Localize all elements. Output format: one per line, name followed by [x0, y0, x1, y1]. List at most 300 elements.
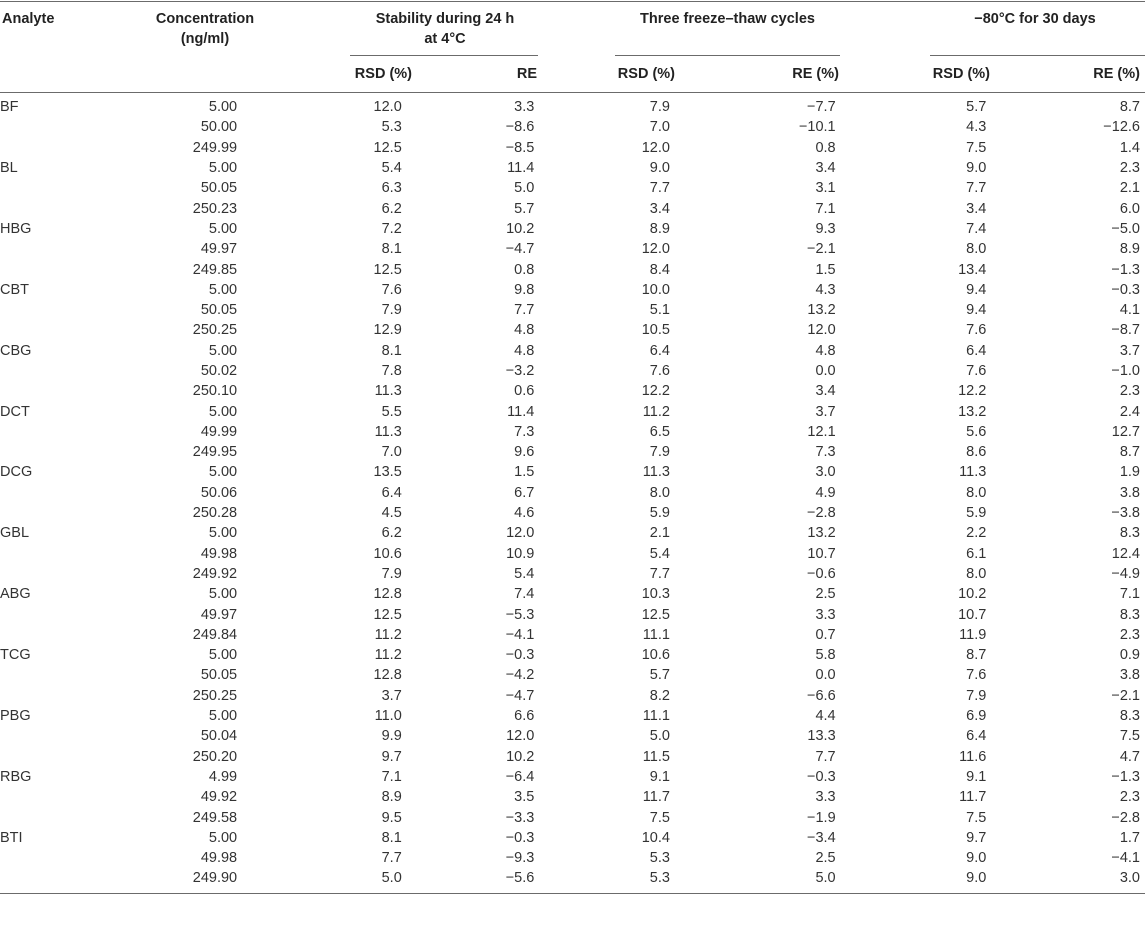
analyte-cell [0, 544, 131, 564]
value-cell: 7.1 [1119, 586, 1140, 603]
group-rule-stability [350, 55, 538, 56]
value-cell: 5.00 [208, 160, 238, 177]
value-cell: 3.3 [815, 606, 836, 623]
value-cell: 2.1 [1119, 180, 1140, 197]
value-cell: 7.9 [649, 99, 670, 116]
value-cell: 6.2 [381, 525, 402, 542]
analyte-cell [0, 807, 131, 827]
value-cell: 7.1 [381, 768, 402, 785]
bottom-rule [0, 893, 1145, 894]
value-cell: 3.4 [815, 383, 836, 400]
value-cell: 5.4 [514, 565, 535, 582]
value-cell: 7.7 [649, 565, 670, 582]
value-cell: −1.3 [1111, 768, 1140, 785]
data-table [0, 97, 1145, 889]
value-cell: 11.3 [959, 464, 987, 481]
table-row [0, 706, 1145, 726]
value-cell: −7.7 [807, 99, 836, 116]
value-cell: 12.0 [807, 322, 836, 339]
value-cell: 12.0 [641, 139, 670, 156]
value-cell: 6.1 [966, 545, 987, 562]
value-cell: 8.1 [381, 829, 402, 846]
value-cell: 9.4 [966, 281, 987, 298]
value-cell: 7.9 [381, 302, 402, 319]
table-row [0, 604, 1145, 624]
value-cell: 3.4 [966, 200, 987, 217]
value-cell: −3.3 [505, 809, 535, 826]
value-cell: 10.7 [807, 545, 836, 562]
value-cell: 12.5 [373, 139, 402, 156]
subheader-re-1: RE [516, 66, 537, 82]
analyte-cell: BF [0, 99, 19, 116]
value-cell: 11.3 [374, 423, 402, 440]
value-cell: −5.3 [505, 606, 535, 623]
value-cell: 10.4 [641, 829, 670, 846]
table-row [0, 401, 1145, 421]
value-cell: −9.3 [505, 850, 535, 867]
value-cell: 3.3 [815, 789, 836, 806]
value-cell: 50.05 [200, 302, 238, 319]
value-cell: 49.97 [200, 606, 238, 623]
analyte-cell: RBG [0, 768, 32, 785]
table-row [0, 767, 1145, 787]
value-cell: 4.8 [514, 342, 535, 359]
table-row [0, 381, 1145, 401]
value-cell: −4.7 [505, 687, 535, 704]
value-cell: 5.3 [381, 119, 402, 136]
value-cell: −2.8 [807, 505, 836, 522]
value-cell: −10.1 [798, 119, 836, 136]
value-cell: 7.7 [514, 302, 535, 319]
table-row [0, 341, 1145, 361]
value-cell: 4.7 [1119, 748, 1140, 765]
value-cell: 8.2 [649, 687, 670, 704]
table-row [0, 645, 1145, 665]
value-cell: 5.00 [208, 99, 238, 116]
analyte-cell: HBG [0, 220, 32, 237]
table-row [0, 625, 1145, 645]
value-cell: 0.6 [514, 383, 535, 400]
value-cell: 12.0 [506, 728, 535, 745]
value-cell: 4.9 [815, 484, 836, 501]
analyte-cell [0, 848, 131, 868]
value-cell: 5.7 [514, 200, 535, 217]
value-cell: 7.6 [381, 281, 402, 298]
value-cell: 3.4 [649, 200, 670, 217]
value-cell: 7.0 [381, 444, 402, 461]
analyte-cell: TCG [0, 647, 31, 664]
value-cell: 10.3 [641, 586, 670, 603]
value-cell: 8.1 [381, 241, 402, 258]
table-row [0, 117, 1145, 137]
value-cell: −8.7 [1111, 322, 1140, 339]
value-cell: 4.99 [208, 768, 238, 785]
value-cell: 8.0 [649, 484, 670, 501]
value-cell: 3.0 [1119, 870, 1140, 887]
value-cell: 7.7 [815, 748, 836, 765]
value-cell: 5.00 [208, 281, 238, 298]
value-cell: −2.1 [807, 241, 836, 258]
analyte-cell: PBG [0, 708, 31, 725]
analyte-cell [0, 117, 131, 137]
analyte-cell: BL [0, 160, 18, 177]
value-cell: 9.1 [649, 768, 670, 785]
value-cell: 7.3 [815, 444, 836, 461]
value-cell: 10.6 [641, 647, 670, 664]
value-cell: 3.3 [514, 99, 535, 116]
value-cell: 249.95 [192, 444, 238, 461]
value-cell: 1.5 [815, 261, 836, 278]
value-cell: 7.6 [649, 363, 670, 379]
table-row [0, 848, 1145, 868]
header-group-freeze-thaw: Three freeze–thaw cycles [640, 11, 815, 27]
value-cell: −0.6 [807, 565, 836, 582]
analyte-cell: CBG [0, 342, 32, 359]
value-cell: 6.5 [649, 423, 670, 440]
value-cell: 2.5 [815, 586, 836, 603]
value-cell: −3.2 [505, 363, 535, 379]
value-cell: 7.3 [514, 423, 535, 440]
value-cell: 8.7 [1119, 99, 1140, 116]
value-cell: 49.97 [200, 241, 238, 258]
table-row [0, 219, 1145, 239]
value-cell: 13.3 [807, 728, 836, 745]
value-cell: 1.5 [514, 464, 535, 481]
value-cell: 49.99 [200, 423, 238, 440]
value-cell: 9.0 [649, 160, 670, 177]
value-cell: 13.2 [958, 403, 987, 420]
value-cell: 7.9 [966, 687, 987, 704]
value-cell: 8.9 [1119, 241, 1140, 258]
value-cell: 9.0 [966, 870, 987, 887]
value-cell: 7.6 [966, 363, 987, 379]
value-cell: 7.7 [381, 850, 402, 867]
value-cell: 5.7 [966, 99, 987, 116]
table-row [0, 686, 1145, 706]
value-cell: 249.92 [192, 565, 238, 582]
value-cell: 7.0 [649, 119, 670, 136]
value-cell: 5.1 [649, 302, 670, 319]
value-cell: 4.6 [514, 505, 535, 522]
analyte-cell [0, 564, 131, 584]
value-cell: 250.25 [192, 322, 238, 339]
value-cell: 250.10 [192, 383, 238, 400]
table-row [0, 97, 1145, 117]
value-cell: 11.1 [642, 708, 670, 725]
table-row [0, 807, 1145, 827]
table-row [0, 158, 1145, 178]
value-cell: 3.4 [815, 160, 836, 177]
value-cell: 50.02 [200, 363, 238, 379]
value-cell: 11.2 [374, 647, 402, 664]
value-cell: 5.8 [815, 647, 836, 664]
value-cell: 50.05 [200, 667, 238, 684]
header-bottom-rule [0, 92, 1145, 93]
value-cell: 1.9 [1119, 464, 1140, 481]
value-cell: 7.4 [966, 220, 987, 237]
value-cell: 10.2 [506, 748, 535, 765]
value-cell: 0.9 [1119, 647, 1140, 664]
value-cell: 11.0 [374, 708, 402, 725]
table-row [0, 828, 1145, 848]
value-cell: 3.0 [815, 464, 836, 481]
value-cell: 7.8 [381, 363, 402, 379]
value-cell: 50.06 [200, 484, 238, 501]
value-cell: 9.7 [966, 829, 987, 846]
value-cell: 8.0 [966, 484, 987, 501]
value-cell: 13.5 [373, 464, 402, 481]
value-cell: 11.4 [507, 403, 535, 420]
value-cell: 5.00 [208, 586, 238, 603]
subheader-rsd-1: RSD (%) [354, 66, 412, 82]
analyte-cell [0, 868, 131, 888]
value-cell: 5.00 [208, 647, 238, 664]
table-row [0, 320, 1145, 340]
value-cell: 5.00 [208, 220, 238, 237]
analyte-cell [0, 361, 131, 381]
value-cell: 7.4 [514, 586, 535, 603]
value-cell: 7.2 [381, 220, 402, 237]
value-cell: 12.4 [1111, 545, 1140, 562]
value-cell: 50.05 [200, 180, 238, 197]
table-row [0, 787, 1145, 807]
value-cell: 7.6 [966, 322, 987, 339]
value-cell: 9.0 [966, 850, 987, 867]
value-cell: 6.7 [514, 484, 535, 501]
value-cell: 3.5 [514, 789, 535, 806]
analyte-cell [0, 747, 131, 767]
top-rule [0, 1, 1145, 2]
value-cell: 9.8 [514, 281, 535, 298]
subheader-re-3: RE (%) [1093, 66, 1140, 82]
group-rule-freeze-thaw [615, 55, 840, 56]
value-cell: 12.0 [373, 99, 402, 116]
value-cell: −0.3 [505, 829, 535, 846]
value-cell: 6.4 [381, 484, 402, 501]
value-cell: 2.3 [1119, 160, 1140, 177]
value-cell: 7.7 [649, 180, 670, 197]
value-cell: 6.2 [381, 200, 402, 217]
value-cell: −5.0 [1111, 220, 1140, 237]
value-cell: −5.6 [505, 870, 535, 887]
analyte-cell [0, 300, 131, 320]
value-cell: 5.0 [649, 728, 670, 745]
value-cell: 13.2 [807, 302, 836, 319]
value-cell: 9.3 [815, 220, 836, 237]
header-group-minus80: −80°C for 30 days [974, 11, 1096, 27]
value-cell: 11.2 [642, 403, 670, 420]
table-row [0, 361, 1145, 381]
value-cell: 5.4 [649, 545, 670, 562]
value-cell: 249.99 [192, 139, 238, 156]
value-cell: 5.0 [514, 180, 535, 197]
value-cell: 11.9 [959, 626, 987, 643]
value-cell: 4.3 [815, 281, 836, 298]
value-cell: 5.7 [649, 667, 670, 684]
table-row [0, 726, 1145, 746]
value-cell: 11.7 [959, 789, 987, 806]
table-row [0, 868, 1145, 888]
value-cell: 2.5 [815, 850, 836, 867]
value-cell: 11.2 [374, 626, 402, 643]
header-group-stability-line1: Stability during 24 h [375, 11, 515, 27]
value-cell: 4.3 [966, 119, 987, 136]
value-cell: 12.2 [958, 383, 987, 400]
header-concentration-line1: Concentration [155, 11, 255, 27]
value-cell: 8.0 [966, 241, 987, 258]
value-cell: 6.6 [514, 708, 535, 725]
value-cell: 250.25 [192, 687, 238, 704]
value-cell: 2.3 [1119, 789, 1140, 806]
analyte-cell [0, 625, 131, 645]
table-row [0, 564, 1145, 584]
value-cell: 4.4 [815, 708, 836, 725]
value-cell: 11.5 [642, 748, 670, 765]
value-cell: 8.3 [1119, 525, 1140, 542]
header-analyte: Analyte [2, 11, 55, 27]
value-cell: 9.5 [381, 809, 402, 826]
value-cell: 249.90 [192, 870, 238, 887]
value-cell: −8.6 [505, 119, 535, 136]
value-cell: 3.7 [815, 403, 836, 420]
value-cell: 5.3 [649, 870, 670, 887]
value-cell: 1.7 [1119, 829, 1140, 846]
value-cell: 12.8 [373, 586, 402, 603]
value-cell: 7.9 [649, 444, 670, 461]
value-cell: 12.5 [373, 606, 402, 623]
value-cell: 6.3 [381, 180, 402, 197]
value-cell: −2.8 [1111, 809, 1140, 826]
value-cell: 2.4 [1119, 403, 1140, 420]
analyte-cell [0, 686, 131, 706]
value-cell: 1.4 [1119, 139, 1140, 156]
value-cell: 8.9 [649, 220, 670, 237]
value-cell: −4.9 [1111, 565, 1140, 582]
value-cell: −2.1 [1111, 687, 1140, 704]
value-cell: 6.4 [966, 342, 987, 359]
table-row [0, 523, 1145, 543]
value-cell: −0.3 [505, 647, 535, 664]
value-cell: 10.0 [641, 281, 670, 298]
value-cell: −6.4 [505, 768, 535, 785]
value-cell: 8.3 [1119, 708, 1140, 725]
value-cell: 9.0 [966, 160, 987, 177]
analyte-cell [0, 178, 131, 198]
value-cell: 12.0 [641, 241, 670, 258]
value-cell: 5.9 [649, 505, 670, 522]
value-cell: 12.1 [807, 423, 836, 440]
value-cell: 8.6 [966, 444, 987, 461]
value-cell: 5.0 [815, 870, 836, 887]
table-row [0, 138, 1145, 158]
value-cell: 4.8 [514, 322, 535, 339]
analyte-cell [0, 726, 131, 746]
value-cell: −1.0 [1111, 363, 1140, 379]
analyte-cell [0, 442, 131, 462]
value-cell: 49.92 [200, 789, 238, 806]
analyte-cell: DCT [0, 403, 30, 420]
value-cell: 6.4 [966, 728, 987, 745]
value-cell: −1.3 [1111, 261, 1140, 278]
value-cell: 0.8 [815, 139, 836, 156]
analyte-cell [0, 320, 131, 340]
value-cell: 5.00 [208, 525, 238, 542]
value-cell: 0.7 [815, 626, 836, 643]
table-row [0, 280, 1145, 300]
value-cell: 8.0 [966, 565, 987, 582]
value-cell: 9.9 [381, 728, 402, 745]
value-cell: 50.00 [200, 119, 238, 136]
value-cell: 2.3 [1119, 626, 1140, 643]
analyte-cell [0, 381, 131, 401]
value-cell: 13.2 [807, 525, 836, 542]
value-cell: 7.7 [966, 180, 987, 197]
value-cell: 8.1 [381, 342, 402, 359]
value-cell: 10.7 [958, 606, 987, 623]
value-cell: 8.9 [381, 789, 402, 806]
subheader-rsd-3: RSD (%) [932, 66, 990, 82]
value-cell: 5.5 [381, 403, 402, 420]
header-group-stability-line2: at 4°C [424, 31, 466, 47]
value-cell: 12.5 [373, 261, 402, 278]
value-cell: 11.7 [642, 789, 670, 806]
analyte-cell: DCG [0, 464, 33, 481]
value-cell: 249.58 [192, 809, 238, 826]
value-cell: 2.3 [1119, 383, 1140, 400]
header-concentration [130, 9, 280, 49]
value-cell: 249.84 [192, 626, 238, 643]
value-cell: −6.6 [807, 687, 836, 704]
value-cell: 6.4 [649, 342, 670, 359]
value-cell: −8.5 [505, 139, 535, 156]
value-cell: −4.2 [505, 667, 535, 684]
analyte-cell [0, 604, 131, 624]
value-cell: 5.9 [966, 505, 987, 522]
value-cell: 8.7 [966, 647, 987, 664]
value-cell: −1.9 [807, 809, 836, 826]
value-cell: −0.3 [807, 768, 836, 785]
value-cell: 5.6 [966, 423, 987, 440]
table-row [0, 544, 1145, 564]
value-cell: 5.00 [208, 342, 238, 359]
value-cell: 6.9 [966, 708, 987, 725]
value-cell: 250.20 [192, 748, 238, 765]
value-cell: 3.7 [1119, 342, 1140, 359]
value-cell: 7.5 [966, 809, 987, 826]
value-cell: 9.7 [381, 748, 402, 765]
value-cell: 0.0 [815, 667, 836, 684]
analyte-cell [0, 483, 131, 503]
value-cell: 13.4 [958, 261, 987, 278]
value-cell: 3.1 [815, 180, 836, 197]
value-cell: 10.2 [506, 220, 535, 237]
table-body [0, 97, 1145, 889]
table-row [0, 584, 1145, 604]
value-cell: −3.8 [1111, 505, 1140, 522]
value-cell: 12.2 [641, 383, 670, 400]
value-cell: 5.00 [208, 403, 238, 420]
analyte-cell [0, 239, 131, 259]
table-row [0, 178, 1145, 198]
value-cell: −12.6 [1103, 119, 1140, 136]
value-cell: 5.00 [208, 464, 238, 481]
value-cell: −0.3 [1111, 281, 1140, 298]
value-cell: 2.1 [649, 525, 670, 542]
analyte-cell: ABG [0, 586, 31, 603]
header-concentration-line2: (ng/ml) [180, 31, 230, 47]
value-cell: 0.8 [514, 261, 535, 278]
analyte-cell [0, 198, 131, 218]
